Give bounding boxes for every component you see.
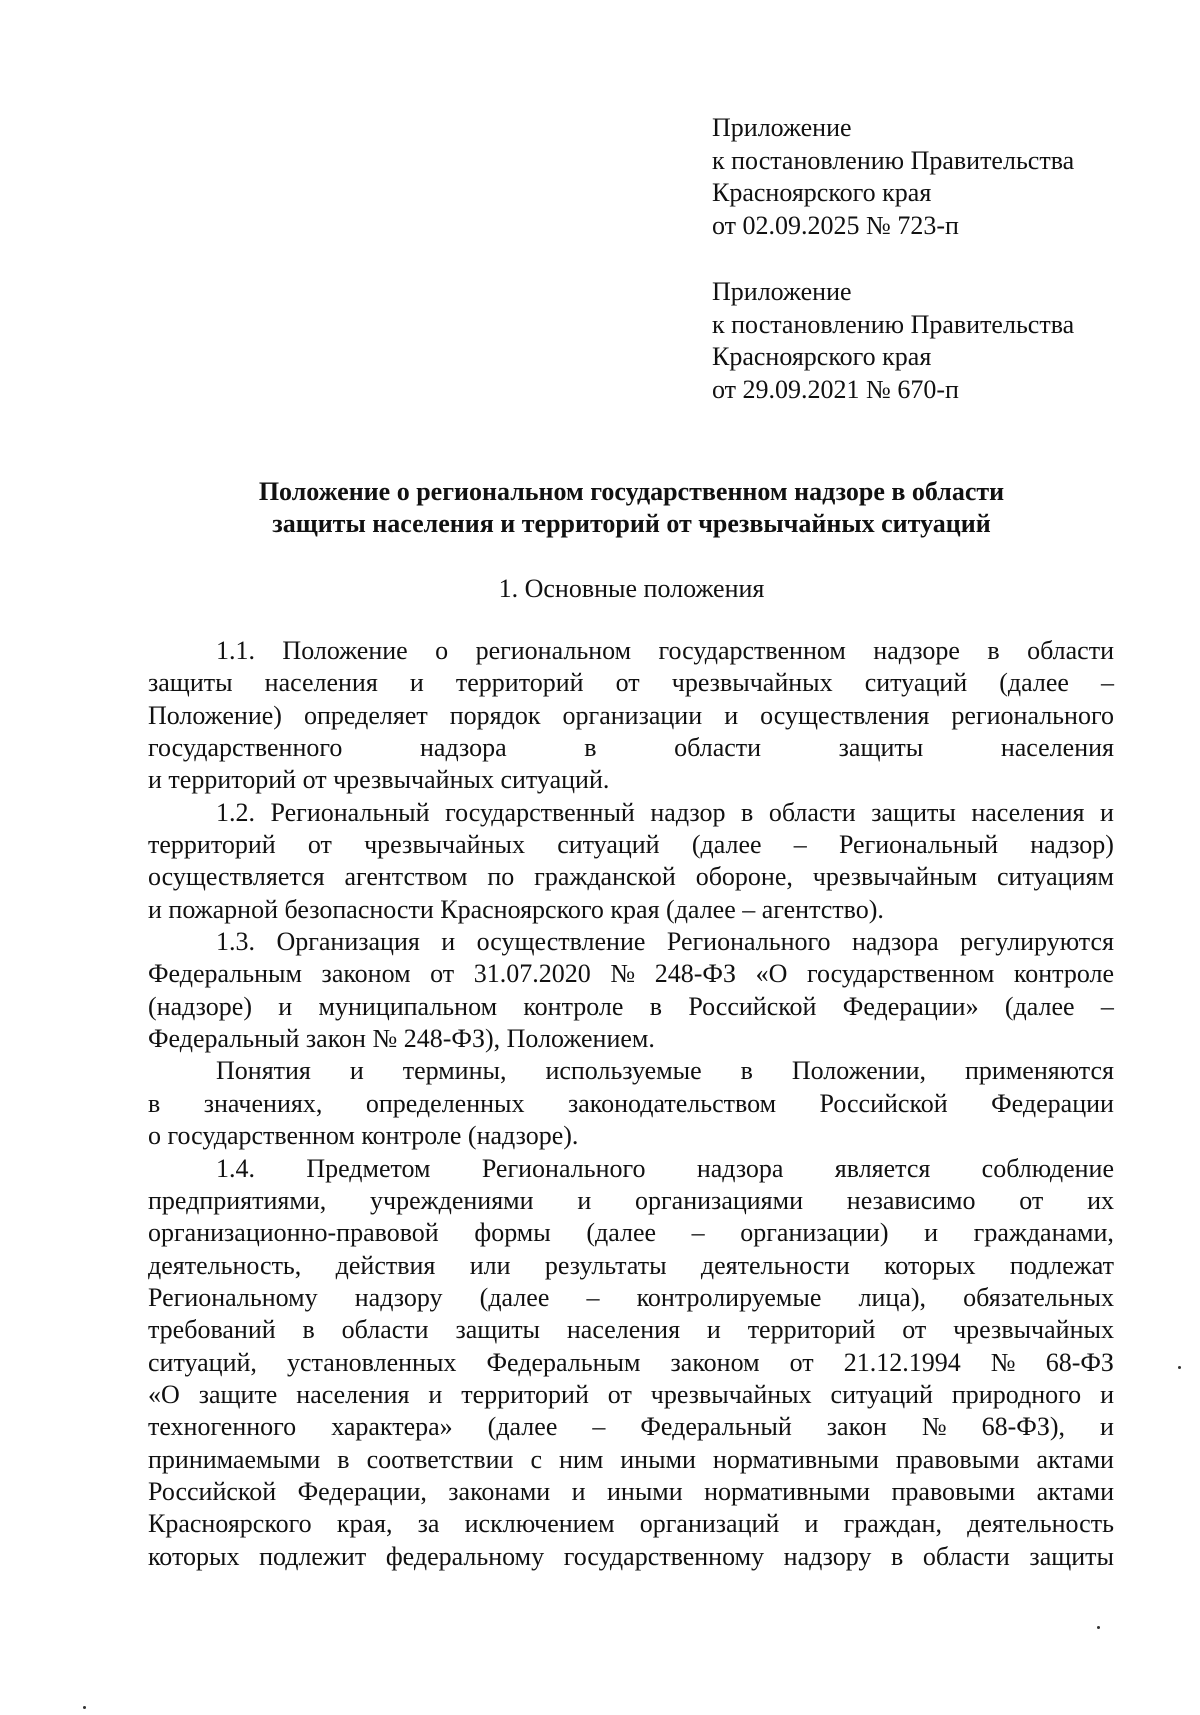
body-word: федеральному — [385, 1541, 545, 1571]
body-word: государственном — [658, 636, 846, 665]
body-line — [148, 829, 1114, 861]
body-line — [148, 1379, 1114, 1411]
body-word: 31.07.2020 — [473, 959, 591, 989]
body-word: в — [891, 1541, 904, 1571]
body-word: надзор) — [1030, 830, 1114, 860]
body-line — [148, 1153, 1114, 1185]
body-word: законом — [321, 959, 411, 989]
body-line — [148, 1185, 1114, 1217]
body-word: и — [441, 927, 456, 957]
body-word: 1.1. — [216, 636, 255, 665]
body-word: и — [349, 1056, 364, 1086]
body-word: 248-ФЗ — [654, 959, 736, 989]
body-word: и — [577, 1185, 592, 1215]
body-word: «О — [755, 959, 788, 989]
appendix-current-decree: к постановлению Правительства — [712, 145, 1075, 175]
body-word: территорий — [747, 1315, 876, 1345]
body-line — [148, 1541, 1114, 1573]
body-word: чрезвычайных — [364, 830, 525, 860]
body-word: деятельности — [700, 1250, 850, 1280]
body-word: населения — [1000, 733, 1114, 763]
body-word: региональном — [475, 636, 632, 665]
title-line-2: защиты населения и территорий от чрезвычайных ситуаций — [272, 509, 991, 538]
body-line — [148, 1055, 1114, 1087]
body-word: и — [428, 1379, 443, 1409]
body-word: и — [924, 1218, 939, 1248]
body-word: используемые — [545, 1056, 702, 1086]
body-word: значениях, — [203, 1088, 323, 1118]
body-word: установленных — [287, 1347, 457, 1377]
body-word: населения — [264, 668, 378, 698]
body-word: Федеральным — [148, 959, 302, 989]
body-word: – — [1101, 668, 1114, 698]
body-text — [148, 635, 1114, 1573]
body-word: 1.2. — [216, 797, 255, 827]
body-line: Федеральный закон № 248-ФЗ), Положением. — [148, 1024, 655, 1054]
body-word: деятельность — [967, 1509, 1114, 1539]
body-word: закон — [826, 1412, 887, 1442]
body-line — [148, 732, 1114, 764]
body-word: надзору — [783, 1541, 872, 1571]
appendix-original-region: Красноярского края — [712, 342, 932, 371]
body-word: подлежат — [1009, 1250, 1114, 1280]
body-word: области — [768, 797, 856, 827]
appendix-current-region: Красноярского края — [712, 178, 932, 207]
body-word: предприятиями, — [148, 1185, 327, 1215]
body-word: контроле — [1013, 959, 1114, 989]
body-line — [148, 1282, 1114, 1314]
body-word: от — [430, 959, 455, 989]
body-word: Понятия — [216, 1056, 311, 1086]
body-line: и пожарной безопасности Красноярского края (далее – агентство). — [148, 894, 884, 924]
body-word: 68-ФЗ), — [981, 1412, 1066, 1442]
body-line — [148, 700, 1114, 732]
body-word: 21.12.1994 — [843, 1347, 961, 1377]
body-word: в — [987, 636, 1000, 665]
body-word: учреждениями — [370, 1185, 534, 1215]
body-line — [148, 667, 1114, 699]
body-word: Положение) — [148, 700, 282, 730]
scan-speck — [1097, 1626, 1100, 1629]
body-word: области — [341, 1315, 429, 1345]
body-word: ситуаций — [557, 830, 660, 860]
body-word: Федеральным — [486, 1347, 641, 1377]
body-word: организации) — [740, 1218, 889, 1248]
body-word: в — [337, 1444, 350, 1474]
body-word: и — [409, 668, 424, 698]
body-word: в — [649, 991, 663, 1021]
body-word: ситуаций — [830, 1379, 933, 1409]
body-word: порядок — [449, 700, 541, 730]
appendix-original-date: от 29.09.2021 № 670-п — [712, 374, 959, 404]
body-word: – — [793, 830, 807, 860]
body-word: действия — [335, 1250, 436, 1280]
appendix-original-decree: к постановлению Правительства — [712, 309, 1075, 339]
body-word: надзору — [354, 1282, 443, 1312]
appendix-current-label: Приложение — [712, 113, 852, 142]
body-word: ситуаций, — [148, 1347, 257, 1377]
body-line — [148, 1088, 1114, 1120]
body-word: Федерации — [991, 1088, 1114, 1118]
body-word: чрезвычайных — [953, 1315, 1114, 1345]
body-line — [148, 1476, 1114, 1508]
body-word: от — [615, 668, 640, 698]
body-word: их — [1087, 1185, 1114, 1215]
body-word: в — [148, 1088, 161, 1118]
body-word: соблюдение — [981, 1153, 1114, 1183]
body-word: 1.3. — [216, 927, 255, 957]
body-word: (далее — [1004, 991, 1075, 1021]
body-word: Российской — [148, 1476, 277, 1506]
document-title — [150, 476, 1113, 540]
body-word: государственному — [563, 1541, 765, 1571]
body-word: ним — [559, 1444, 604, 1474]
body-word: и — [1100, 1379, 1114, 1409]
body-word: (далее — [479, 1282, 550, 1312]
body-word: обязательных — [963, 1282, 1114, 1312]
body-word: актами — [1036, 1444, 1114, 1474]
body-word: населения — [566, 1315, 681, 1345]
body-word: соответствии — [366, 1444, 514, 1474]
body-word: в — [584, 733, 597, 763]
body-word: (далее — [691, 830, 762, 860]
body-word: территорий — [455, 668, 584, 698]
body-word: и — [724, 700, 739, 730]
body-word: требований — [148, 1315, 276, 1345]
body-word: (далее — [487, 1412, 558, 1442]
body-line — [148, 1347, 1114, 1379]
body-line — [148, 635, 1114, 667]
body-word: организаций — [639, 1509, 780, 1539]
body-word: Региональному — [148, 1282, 318, 1312]
body-word: применяются — [965, 1056, 1114, 1086]
body-word: территорий — [148, 830, 276, 860]
body-word: – — [1100, 991, 1114, 1021]
body-word: подлежит — [259, 1541, 367, 1571]
body-word: надзора — [696, 1153, 784, 1183]
body-word: защиты — [148, 668, 233, 698]
body-line — [148, 991, 1114, 1023]
body-word: регионального — [951, 700, 1114, 730]
body-word: Красноярского — [148, 1509, 312, 1539]
body-word: в — [302, 1315, 315, 1345]
body-line: о государственном контроле (надзоре). — [148, 1121, 579, 1151]
body-line — [148, 861, 1114, 893]
title-line-1: Положение о региональном государственном надзоре в области — [258, 477, 1005, 506]
body-word: ситуаций — [864, 668, 968, 698]
body-word: 68-ФЗ — [1045, 1347, 1114, 1377]
body-word: области — [1027, 636, 1114, 665]
body-word: актами — [1036, 1476, 1114, 1506]
body-word: надзоре — [873, 636, 960, 665]
body-word: надзор — [650, 797, 726, 827]
body-word: от — [789, 1347, 814, 1377]
body-word: № — [921, 1412, 947, 1442]
body-word: техногенного — [148, 1412, 297, 1442]
body-line — [148, 797, 1114, 829]
body-word: (надзоре) — [148, 991, 252, 1021]
body-word: законами — [448, 1476, 551, 1506]
body-word: Российской — [819, 1088, 948, 1118]
body-word: и — [1100, 1412, 1114, 1442]
body-word: нормативными — [712, 1444, 879, 1474]
body-word: законодательством — [567, 1088, 777, 1118]
body-word: о — [435, 636, 449, 665]
body-word: – — [592, 1412, 606, 1442]
body-word: области — [674, 733, 762, 763]
body-word: организациями — [635, 1185, 804, 1215]
body-line — [148, 1444, 1114, 1476]
body-word: надзора — [851, 927, 939, 957]
body-word: защиты — [871, 797, 956, 827]
body-word: лица), — [858, 1282, 927, 1312]
body-word: осуществляется — [148, 862, 325, 892]
body-word: Региональный — [270, 797, 430, 827]
body-word: муниципальном — [318, 991, 498, 1021]
body-word: ситуациям — [997, 862, 1114, 892]
body-word: исключением — [464, 1509, 615, 1539]
body-word: надзора — [420, 733, 507, 763]
body-word: государственном — [806, 959, 995, 989]
body-word: или — [469, 1250, 511, 1280]
body-word: чрезвычайных — [650, 1379, 812, 1409]
body-word: термины, — [402, 1056, 507, 1086]
body-word: Федерации» — [842, 991, 979, 1021]
body-word: и — [804, 1509, 819, 1539]
body-word: Регионального — [666, 927, 831, 957]
body-word: Российской — [688, 991, 817, 1021]
body-word: контролируемые — [636, 1282, 822, 1312]
body-word: принимаемыми — [148, 1444, 321, 1474]
body-word: правовыми — [895, 1444, 1020, 1474]
body-word: Федерации, — [297, 1476, 427, 1506]
body-word: Регионального — [481, 1153, 646, 1183]
body-word: 1.4. — [216, 1153, 255, 1183]
body-word: определенных — [365, 1088, 525, 1118]
body-word: в — [741, 797, 754, 827]
body-word: агентством — [344, 862, 468, 892]
body-line — [148, 1411, 1114, 1443]
body-word: от — [307, 830, 332, 860]
body-word: Предметом — [306, 1153, 431, 1183]
body-word: природного — [951, 1379, 1082, 1409]
body-word: области — [922, 1541, 1010, 1571]
body-word: является — [834, 1153, 931, 1183]
body-word: граждан, — [843, 1509, 942, 1539]
body-word: формы — [474, 1218, 551, 1248]
body-word: от — [607, 1379, 632, 1409]
body-word: края, — [336, 1509, 393, 1539]
body-word: населения — [296, 1379, 410, 1409]
body-word: которых — [884, 1250, 976, 1280]
body-word: Организация — [276, 927, 420, 957]
appendix-original-block — [712, 276, 1152, 406]
body-line — [148, 926, 1114, 958]
body-word: независимо — [846, 1185, 976, 1215]
body-word: Региональный — [838, 830, 998, 860]
body-word: характера» — [331, 1412, 453, 1442]
body-line — [148, 1217, 1114, 1249]
body-word: Положение — [282, 636, 408, 665]
body-line — [148, 1314, 1114, 1346]
body-word: деятельность, — [148, 1250, 302, 1280]
body-word: государственного — [148, 733, 343, 763]
body-word: которых — [148, 1541, 240, 1571]
body-word: государственный — [445, 797, 635, 827]
body-word: (далее — [999, 668, 1069, 698]
body-word: «О — [148, 1379, 180, 1409]
body-word: населения — [971, 797, 1085, 827]
body-word: и — [1100, 797, 1114, 827]
body-word: защиты — [838, 733, 924, 763]
body-word: обороне, — [695, 862, 793, 892]
body-word: чрезвычайным — [812, 862, 978, 892]
body-word: № — [610, 959, 636, 989]
body-word: от — [1019, 1185, 1044, 1215]
scan-speck — [83, 1706, 86, 1709]
body-word: гражданской — [534, 862, 676, 892]
body-word: от — [902, 1315, 927, 1345]
body-word: с — [530, 1444, 543, 1474]
body-word: определяет — [304, 700, 428, 730]
body-word: осуществления — [760, 700, 930, 730]
body-word: иными — [620, 1444, 696, 1474]
body-word: иными — [607, 1476, 683, 1506]
section-heading: 1. Основные положения — [498, 574, 765, 603]
body-word: № — [990, 1347, 1016, 1377]
body-word: чрезвычайных — [671, 668, 833, 698]
body-line — [148, 1508, 1114, 1540]
body-word: осуществление — [476, 927, 646, 957]
body-word: нормативными — [704, 1476, 871, 1506]
body-word: правовыми — [891, 1476, 1016, 1506]
body-word: гражданами, — [973, 1218, 1114, 1248]
body-word: (далее — [586, 1218, 657, 1248]
body-line — [148, 958, 1114, 990]
body-word: организационно-правовой — [148, 1218, 439, 1248]
body-word: Федеральный — [640, 1412, 792, 1442]
body-word: территорий — [461, 1379, 589, 1409]
body-word: Положении, — [791, 1056, 927, 1086]
body-word: и — [571, 1476, 586, 1506]
body-line: и территорий от чрезвычайных ситуаций. — [148, 765, 610, 795]
body-word: и — [706, 1315, 721, 1345]
body-word: и — [278, 991, 293, 1021]
scan-speck — [1178, 1366, 1181, 1369]
body-word: по — [487, 862, 515, 892]
appendix-current-date: от 02.09.2025 № 723-п — [712, 210, 959, 240]
body-word: – — [691, 1218, 705, 1248]
body-word: организации — [562, 700, 703, 730]
appendix-original-label: Приложение — [712, 277, 852, 306]
body-word: законом — [670, 1347, 760, 1377]
body-word: результаты — [544, 1250, 667, 1280]
body-word: регулируются — [960, 927, 1114, 957]
body-line — [148, 1250, 1114, 1282]
body-word: за — [417, 1509, 440, 1539]
appendix-current-block — [712, 112, 1152, 242]
body-word: в — [740, 1056, 753, 1086]
body-word: – — [586, 1282, 600, 1312]
body-word: защите — [198, 1379, 278, 1409]
body-word: защиты — [1029, 1541, 1114, 1571]
body-word: защиты — [455, 1315, 541, 1345]
body-word: контроле — [523, 991, 624, 1021]
